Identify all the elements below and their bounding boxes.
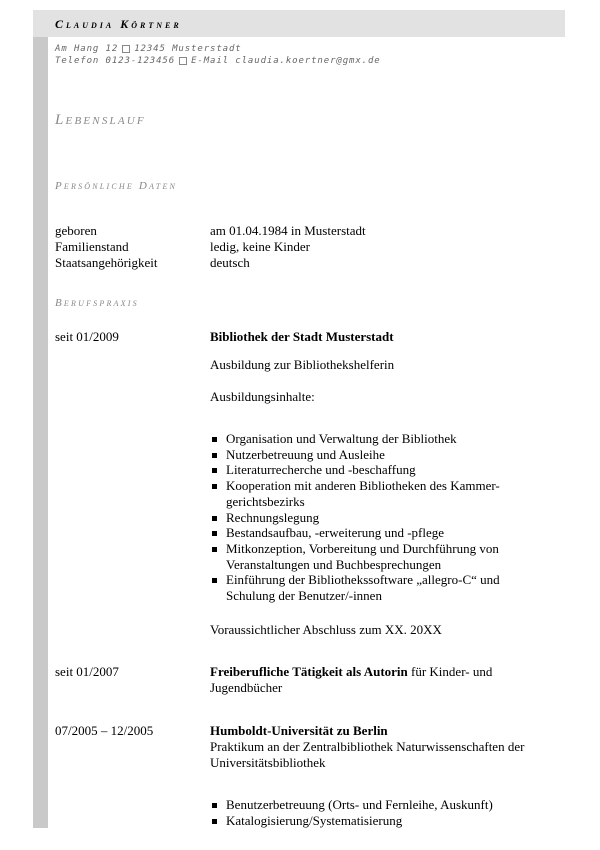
personal-value-marital: ledig, keine Kinder (210, 239, 310, 254)
list-item: Literaturrecherche und -beschaffung (210, 462, 540, 478)
list-item: Einführung der Bibliothekssoftware „allegro-C“ und Schulung der Benutzer/-innen (210, 572, 536, 603)
career-desc: für Kinder- und Jugendbücher (210, 664, 493, 695)
career-org: Humboldt-Universität zu Berlin (210, 723, 388, 738)
career-date: seit 01/2009 (55, 329, 119, 344)
address-street: Am Hang 12 (55, 44, 119, 54)
list-item: Nutzerbetreuung und Ausleihe (210, 447, 540, 463)
career-note: Voraussichtlicher Abschluss zum XX. 20XX (210, 622, 442, 637)
career-org: Freiberufliche Tätigkeit als Autorin (210, 664, 408, 679)
list-item: Bestandsaufbau, -erweiterung und -pflege (210, 525, 540, 541)
career-content-label: Ausbildungsinhalte: (210, 389, 315, 404)
list-item: Benutzerbetreuung (Orts- und Fernleihe, Auskunft) (210, 797, 540, 813)
candidate-name: Claudia Körtner (55, 17, 182, 31)
career-org: Bibliothek der Stadt Musterstadt (210, 329, 394, 344)
contact-address-line (55, 44, 242, 54)
list-item: Katalogisierung/Systematisierung (210, 813, 540, 829)
career-bullet-list (210, 431, 540, 604)
phone: Telefon 0123-123456 (55, 56, 176, 66)
section-heading-career: Berufspraxis (55, 297, 139, 309)
list-item: Rechnungslegung (210, 510, 540, 526)
name-header-band (33, 10, 565, 37)
career-role: Ausbildung zur Bibliothekshelferin (210, 357, 395, 372)
personal-label-nationality: Staatsangehörigkeit (55, 255, 158, 270)
career-date: 07/2005 – 12/2005 (55, 723, 154, 738)
list-item: Kooperation mit anderen Bibliotheken des Kammer-gerichtsbezirks (210, 478, 516, 509)
section-heading-personal: Persönliche Daten (55, 180, 178, 192)
career-desc: Praktikum an der Zentralbibliothek Naturwissenschaften der Universitätsbibliothek (210, 739, 525, 770)
list-item: Mitkonzeption, Vorbereitung und Durchführung von Veranstaltungen und Buchbesprechungen (210, 541, 541, 572)
separator-square-icon (179, 57, 187, 65)
contact-phone-line (55, 56, 381, 66)
personal-value-nationality: deutsch (210, 255, 250, 270)
document-title: Lebenslauf (55, 112, 146, 128)
separator-square-icon (122, 45, 130, 53)
personal-label-marital: Familienstand (55, 239, 129, 254)
career-bullet-list (210, 797, 540, 828)
list-item: Organisation und Verwaltung der Bibliothek (210, 431, 540, 447)
email[interactable]: E-Mail claudia.koertner@gmx.de (191, 56, 381, 66)
personal-label-born: geboren (55, 223, 97, 238)
career-date: seit 01/2007 (55, 664, 119, 679)
personal-value-born: am 01.04.1984 in Musterstadt (210, 223, 366, 238)
career-description (210, 664, 530, 695)
address-city: 12345 Musterstadt (134, 44, 242, 54)
left-accent-bar (33, 10, 48, 828)
